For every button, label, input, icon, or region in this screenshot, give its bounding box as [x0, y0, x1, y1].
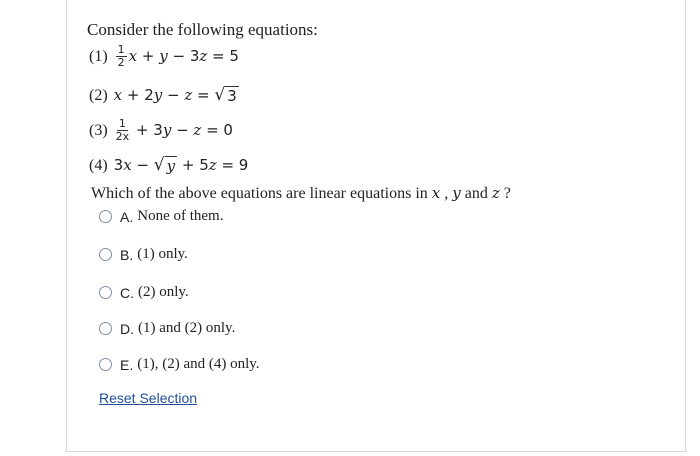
radio-button[interactable]	[99, 322, 112, 335]
square-root: √ y	[153, 155, 176, 175]
option-b[interactable]: B. (1) only.	[99, 246, 188, 263]
question-text: Which of the above equations are linear equations in x , y and z ?	[91, 184, 511, 202]
equation-number: (2)	[89, 86, 108, 104]
equation-number: (1)	[89, 47, 108, 65]
option-d[interactable]: D. (1) and (2) only.	[99, 320, 235, 337]
option-e[interactable]: E. (1), (2) and (4) only.	[99, 356, 260, 373]
equation-4: (4) 3x − √ y + 5z = 9	[89, 155, 249, 175]
equation-1: (1) $\frac{1}{2}$ x + y − 3z = 5	[89, 43, 239, 69]
intro-text: Consider the following equations:	[87, 20, 318, 39]
equation-number: (4)	[89, 156, 108, 174]
radio-button[interactable]	[99, 286, 112, 299]
fraction: $\frac{1}{2x}$	[115, 117, 130, 143]
radio-button[interactable]	[99, 210, 112, 223]
equation-number: (3)	[89, 121, 108, 139]
fraction: $\frac{1}{2}$	[117, 43, 125, 69]
radio-button[interactable]	[99, 358, 112, 371]
equation-2: (2) x + 2y − z = √ 3	[89, 85, 237, 105]
radio-button[interactable]	[99, 248, 112, 261]
square-root: √ 3	[214, 85, 237, 105]
option-a[interactable]: A. None of them.	[99, 208, 223, 225]
option-c[interactable]: C. (2) only.	[99, 284, 189, 301]
equation-3: (3) $\frac{1}{2x}$ + 3y − z = 0	[89, 117, 233, 143]
reset-selection-link[interactable]: Reset Selection	[99, 390, 198, 406]
